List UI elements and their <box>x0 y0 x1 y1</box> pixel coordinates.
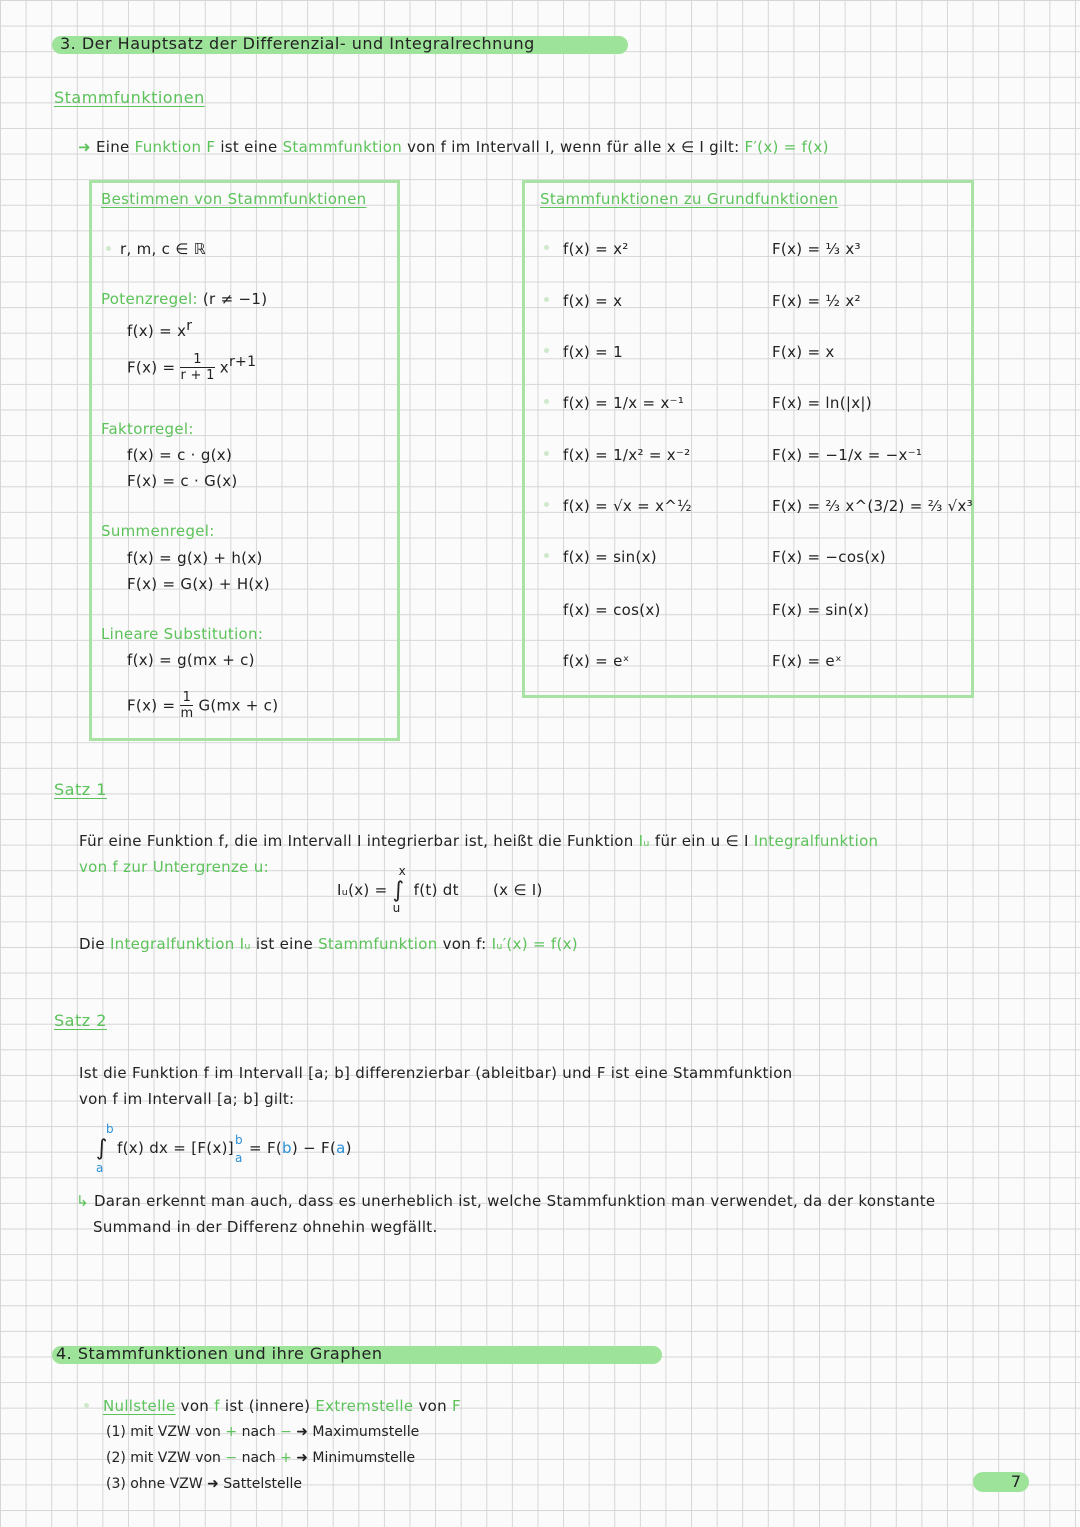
bullet <box>544 245 549 250</box>
stammfunktionen-heading: Stammfunktionen <box>54 88 205 107</box>
section4-title: 4. Stammfunktionen und ihre Graphen <box>56 1344 383 1363</box>
linear-F: F(x) = $\frac{1}{m}$ G(mx + c) <box>127 690 279 721</box>
satz2-note-line2: Summand in der Differenz ohnehin wegfällt. <box>93 1218 438 1236</box>
row-F: F(x) = ln(|x|) <box>772 394 872 412</box>
bullet <box>544 348 549 353</box>
linear-f: f(x) = g(mx + c) <box>127 651 255 669</box>
satz2-heading: Satz 2 <box>54 1011 107 1030</box>
faktor-F: F(x) = c · G(x) <box>127 472 238 490</box>
bullet <box>544 297 549 302</box>
potenz-F: F(x) = $\frac{1}{r + 1}$ $x^{r+1}$ <box>127 352 257 383</box>
row-F: F(x) = −cos(x) <box>772 548 886 566</box>
satz1-heading: Satz 1 <box>54 780 107 799</box>
row-F: F(x) = −1/x = −x⁻¹ <box>772 446 923 464</box>
potenz-f: $f(x) = x^r$ <box>127 318 193 340</box>
satz1-line1: Für eine Funktion f, die im Intervall I integrierbar ist, heißt die Funktion Iᵤ für ein u ∈ I Integralfunktion <box>79 832 879 850</box>
section4-line1: Nullstelle von f ist (innere) Extremstelle von F <box>103 1397 461 1415</box>
bullet <box>544 399 549 404</box>
bullet <box>544 451 549 456</box>
satz1-line3: Die Integralfunktion Iᵤ ist eine Stammfunktion von f: Iᵤ′(x) = f(x) <box>79 935 578 953</box>
section4-item3: (3) ohne VZW ➜ Sattelstelle <box>106 1476 303 1492</box>
rmc-line: r, m, c ∈ ℝ <box>120 240 206 258</box>
row-f: f(x) = x <box>563 292 623 310</box>
row-F: F(x) = eˣ <box>772 652 842 670</box>
bullet <box>106 246 111 251</box>
row-f: f(x) = sin(x) <box>563 548 657 566</box>
arrow-icon: ➜ <box>78 138 91 156</box>
section4-item1: (1) mit VZW von + nach − ➜ Maximumstelle <box>106 1424 420 1440</box>
bullet <box>544 553 549 558</box>
row-F: F(x) = ½ x² <box>772 292 861 310</box>
arrow-icon: ↳ <box>76 1192 89 1210</box>
row-F: F(x) = x <box>772 343 835 361</box>
bullet <box>544 502 549 507</box>
bullet <box>84 1403 89 1408</box>
row-f: f(x) = 1/x = x⁻¹ <box>563 394 685 412</box>
satz2-line1: Ist die Funktion f im Intervall [a; b] differenzierbar (ableitbar) und F ist eine Stammfunktion <box>79 1064 793 1082</box>
potenzregel: Potenzregel: (r ≠ −1) <box>101 290 268 308</box>
row-F: F(x) = ⅓ x³ <box>772 240 861 258</box>
summen-F: F(x) = G(x) + H(x) <box>127 575 270 593</box>
row-f: f(x) = eˣ <box>563 652 630 670</box>
right-box-title: Stammfunktionen zu Grundfunktionen <box>540 190 839 208</box>
satz2-note-line1: ↳ Daran erkennt man auch, dass es unerheblich ist, welche Stammfunktion man verwendet, da der konstante <box>76 1192 936 1210</box>
row-f: f(x) = cos(x) <box>563 601 661 619</box>
satz1-line2: von f zur Untergrenze u: <box>79 858 269 876</box>
row-f: f(x) = x² <box>563 240 629 258</box>
row-F: F(x) = ⅔ x^(3/2) = ⅔ √x³ <box>772 497 973 515</box>
row-f: f(x) = 1 <box>563 343 623 361</box>
summen-f: f(x) = g(x) + h(x) <box>127 549 263 567</box>
satz1-formula: Iᵤ(x) = ∫ x u f(t) dt (x ∈ I) <box>337 864 543 915</box>
faktor-f: f(x) = c · g(x) <box>127 446 233 464</box>
left-box-title: Bestimmen von Stammfunktionen <box>101 190 367 208</box>
linear-label: Lineare Substitution: <box>101 625 264 643</box>
satz2-formula: ∫ b a f(x) dx = [F(x)] b a = F(b) − F(a) <box>96 1122 352 1175</box>
summenregel-label: Summenregel: <box>101 522 215 540</box>
row-f: f(x) = √x = x^½ <box>563 497 692 515</box>
faktorregel-label: Faktorregel: <box>101 420 194 438</box>
row-f: f(x) = 1/x² = x⁻² <box>563 446 691 464</box>
satz2-line2: von f im Intervall [a; b] gilt: <box>79 1090 295 1108</box>
row-F: F(x) = sin(x) <box>772 601 870 619</box>
definition-line: ➜ Eine Funktion F ist eine Stammfunktion von f im Intervall I, wenn für alle x ∈ I gilt: F′(x) = f(x) <box>78 138 829 156</box>
section3-title: 3. Der Hauptsatz der Differenzial- und Integralrechnung <box>60 34 535 53</box>
section4-item2: (2) mit VZW von − nach + ➜ Minimumstelle <box>106 1450 416 1466</box>
page-number: 7 <box>973 1472 1029 1492</box>
